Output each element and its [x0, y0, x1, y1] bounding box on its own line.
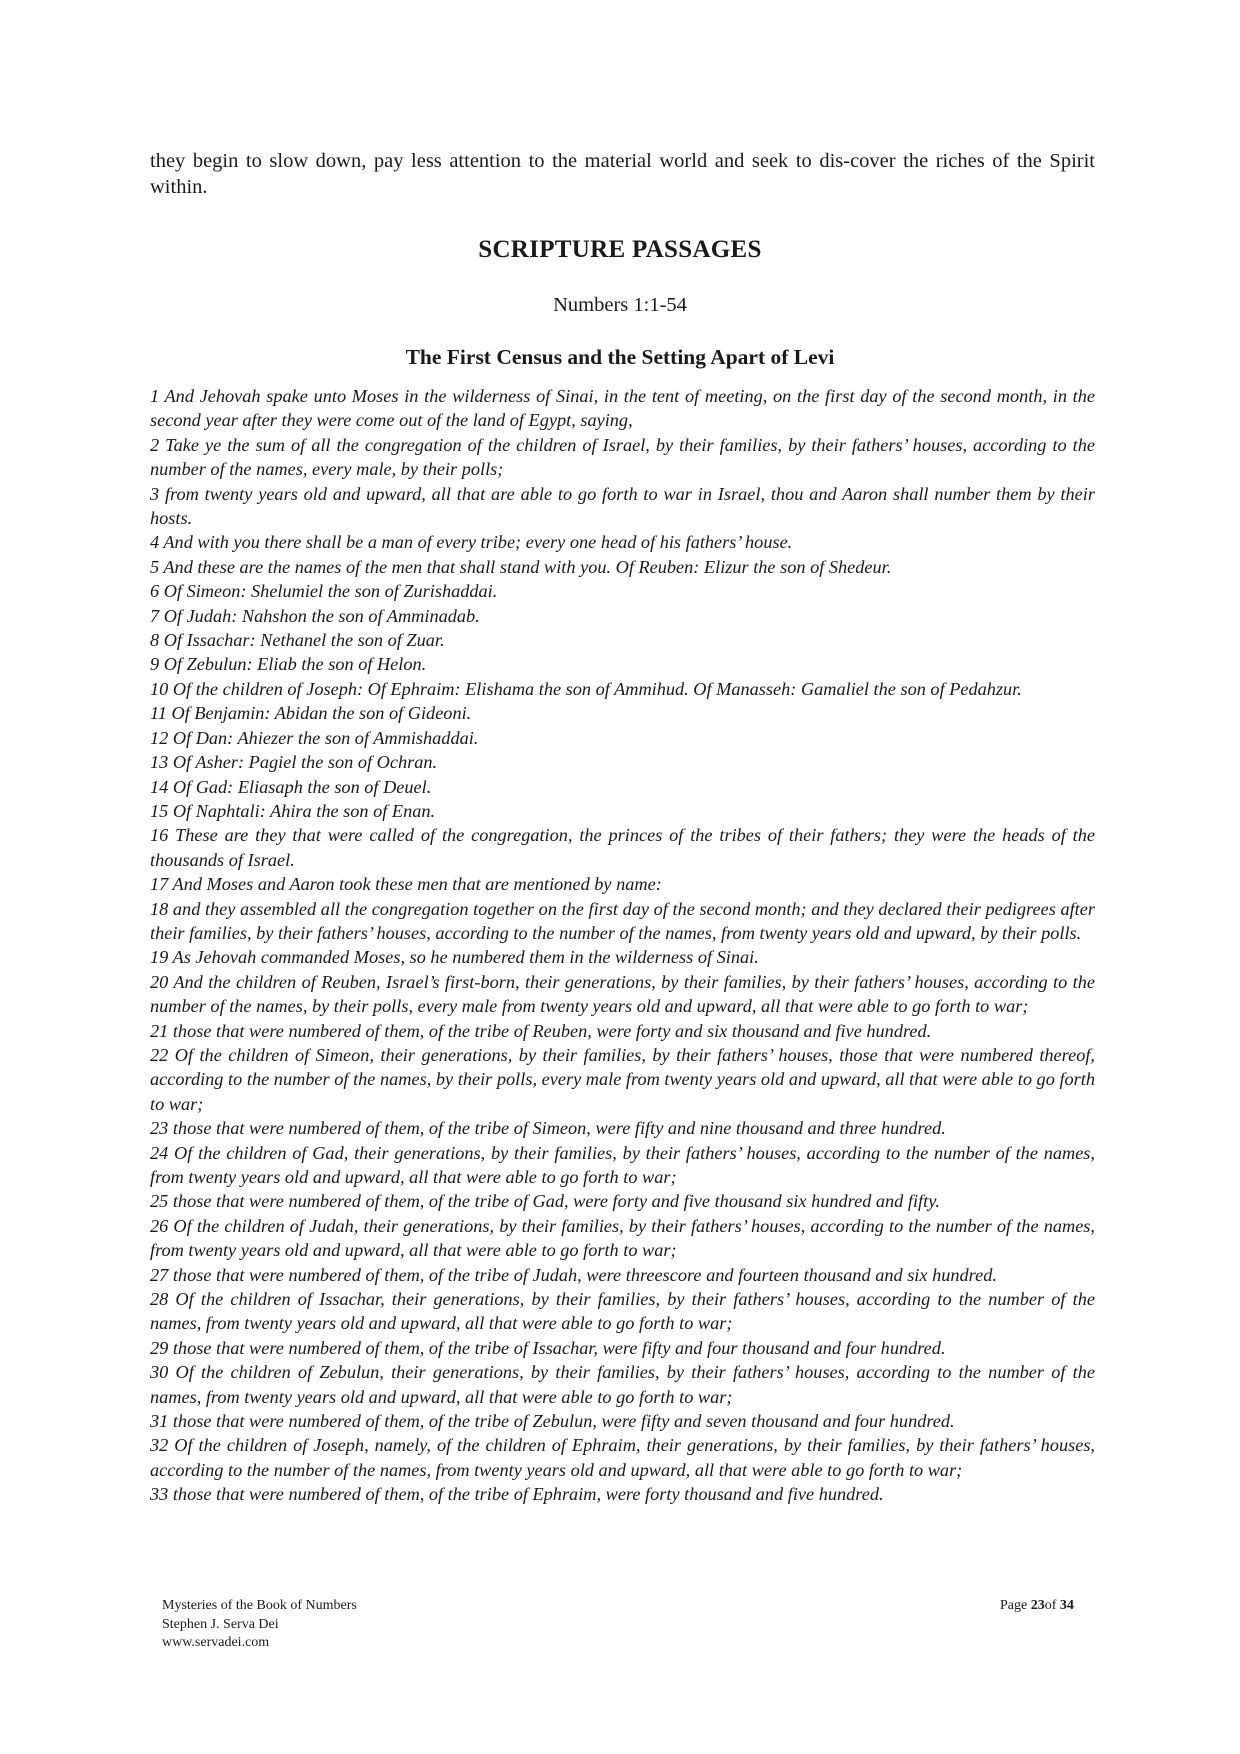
footer-website: www.servadei.com [162, 1635, 270, 1650]
verse: 33 those that were numbered of them, of the tribe of Ephraim, were forty thousand and five hundred. [150, 1484, 884, 1505]
verse: 21 those that were numbered of them, of the tribe of Reuben, were forty and six thousand and five hundred. [150, 1020, 932, 1041]
verse: 8 Of Issachar: Nethanel the son of Zuar. [150, 630, 445, 651]
page-total: 34 [1059, 1598, 1074, 1613]
verse: 27 those that were numbered of them, of the tribe of Judah, were threescore and fourteen thousand and six hundred. [150, 1264, 997, 1285]
footer-author: Stephen J. Serva Dei [162, 1616, 279, 1632]
scripture-reference: Numbers 1:1-54 [553, 294, 687, 316]
verse: 22 Of the children of Simeon, their generations, by their families, by their fathers’ houses, those that were numbered thereof, according to the number of the names, by their polls, every male from twenty years old and upward, all that were able to go forth to war; [150, 1044, 1095, 1114]
passage-title: The First Census and the Setting Apart of Levi [405, 345, 835, 369]
verse: 5 And these are the names of the men that shall stand with you. Of Reuben: Elizur the son of Shedeur. [150, 556, 892, 577]
verse: 9 Of Zebulun: Eliab the son of Helon. [150, 654, 427, 675]
verse: 7 Of Judah: Nahshon the son of Amminadab. [150, 605, 480, 626]
verse: 4 And with you there shall be a man of every tribe; every one head of his fathers’ house. [150, 532, 793, 553]
footer-book-title: Mysteries of the Book of Numbers [162, 1598, 357, 1613]
verse: 28 Of the children of Issachar, their generations, by their families, by their fathers’ houses, according to the number of the names, from twenty years old and upward, all that were able to go forth to war; [150, 1289, 1095, 1334]
verse: 3 from twenty years old and upward, all that are able to go forth to war in Israel, thou and Aaron shall number them by their hosts. [150, 483, 1095, 529]
verse: 19 As Jehovah commanded Moses, so he numbered them in the wilderness of Sinai. [150, 947, 759, 968]
verse: 1 And Jehovah spake unto Moses in the wilderness of Sinai, in the tent of meeting, on the first day of the second month, in the second year after they were come out of the land of Egypt, saying, [150, 386, 1095, 431]
page-label: Page [1000, 1598, 1028, 1613]
verse: 2 Take ye the sum of all the congregation of the children of Israel, by their families, by their fathers’ houses, according to the number of the names, every male, by their polls; [150, 434, 1095, 480]
verse: 20 And the children of Reuben, Israel’s first-born, their generations, by their families, by their fathers’ houses, according to the number of the names, by their polls, every male from twenty years old and upward, all that were able to go forth to war; [150, 971, 1095, 1017]
verse: 10 Of the children of Joseph: Of Ephraim: Elishama the son of Ammihud. Of Manasseh: Gamaliel the son of Pedahzur. [150, 678, 1022, 699]
verse: 11 Of Benjamin: Abidan the son of Gideoni. [150, 703, 472, 724]
verse: 30 Of the children of Zebulun, their generations, by their families, by their fathers’ houses, according to the number of the names, from twenty years old and upward, all that were able to go forth to war; [150, 1362, 1095, 1407]
verse: 12 Of Dan: Ahiezer the son of Ammishaddai. [150, 727, 479, 748]
verse: 6 Of Simeon: Shelumiel the son of Zurishaddai. [150, 581, 498, 602]
verse: 23 those that were numbered of them, of the tribe of Simeon, were fifty and nine thousand and three hundred. [150, 1118, 946, 1139]
section-title: SCRIPTURE PASSAGES [478, 236, 762, 263]
verse: 26 Of the children of Judah, their generations, by their families, by their fathers’ houses, according to the number of the names, from twenty years old and upward, all that were able to go forth to war; [150, 1215, 1095, 1261]
page-of-label: of [1044, 1598, 1057, 1613]
verse: 14 Of Gad: Eliasaph the son of Deuel. [150, 776, 432, 797]
verse: 31 those that were numbered of them, of the tribe of Zebulun, were fifty and seven thousand and four hundred. [150, 1411, 955, 1432]
page-number: 23 [1030, 1598, 1045, 1613]
verse: 25 those that were numbered of them, of the tribe of Gad, were forty and five thousand six hundred and fifty. [150, 1191, 940, 1212]
verse: 29 those that were numbered of them, of the tribe of Issachar, were fifty and four thousand and four hundred. [150, 1337, 946, 1358]
verse: 15 Of Naphtali: Ahira the son of Enan. [150, 800, 436, 821]
verse: 13 Of Asher: Pagiel the son of Ochran. [150, 752, 438, 773]
verse: 17 And Moses and Aaron took these men that are mentioned by name: [150, 874, 662, 895]
verse: 24 Of the children of Gad, their generations, by their families, by their fathers’ houses, according to the number of the names, from twenty years old and upward, all that were able to go forth to war; [150, 1142, 1095, 1187]
verse: 16 These are they that were called of the congregation, the princes of the tribes of their fathers; they were the heads of the thousands of Israel. [150, 825, 1095, 870]
footer-info [162, 1597, 357, 1653]
page-indicator [1000, 1597, 1074, 1616]
verse: 32 Of the children of Joseph, namely, of the children of Ephraim, their generations, by their families, by their fathers’ houses, according to the number of the names, from twenty years old and upward, all that were able to go forth to war; [150, 1435, 1095, 1480]
verse: 18 and they assembled all the congregation together on the first day of the second month; and they declared their pedigrees after their families, by their fathers’ houses, according to the number of the names, from twenty years old and upward, by their polls. [150, 898, 1095, 943]
verse-list [150, 384, 1095, 1507]
intro-paragraph: they begin to slow down, pay less attention to the material world and seek to dis-cover the riches of the Spirit within. [150, 150, 1095, 198]
